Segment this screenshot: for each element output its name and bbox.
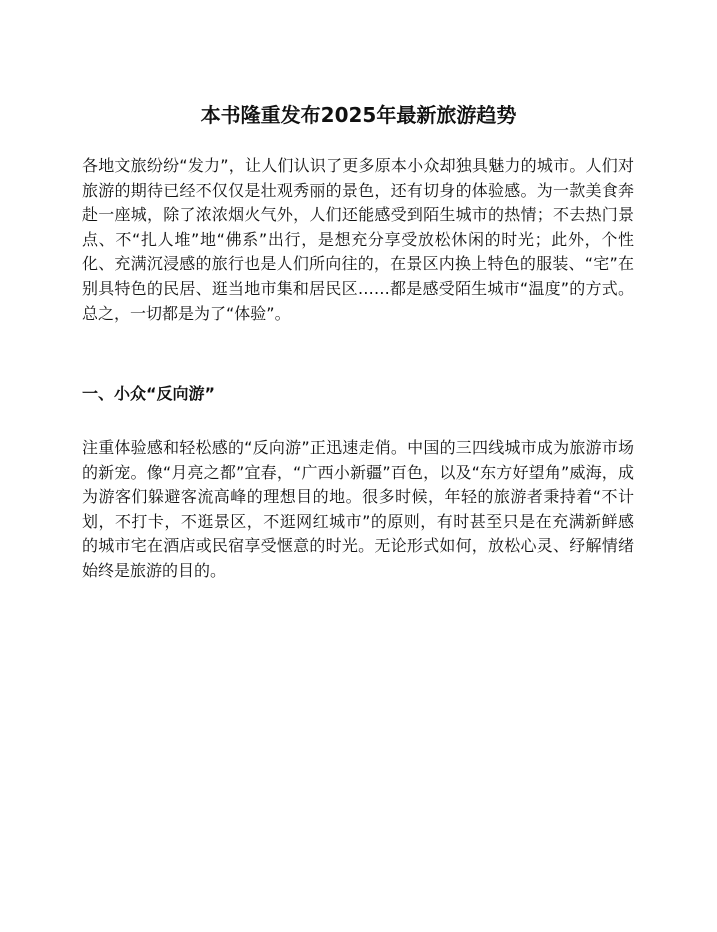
document-title: 本书隆重发布2025年最新旅游趋势	[200, 103, 517, 127]
section-heading: 一、小众“反向游”	[82, 384, 216, 403]
intro-paragraph: 各地文旅纷纷“发力”，让人们认识了更多原本小众却独具魅力的城市。人们对旅游的期待已经不仅仅是壮观秀丽的景色，还有切身的体验感。为一款美食奔赴一座城，除了浓浓烟火气外，人们还能感受到陌生城市的热情；不去热门景点、不“扎人堆”地“佛系”出行，是想充分享受放松休闲的时光；此外，个性化、充满沉浸感的旅行也是人们所向往的，在景区内换上特色的服装、“宅”在别具特色的民居、逛当地市集和居民区……都是感受陌生城市“温度”的方式。总之，一切都是为了“体验”。	[82, 156, 634, 323]
section-paragraph: 注重体验感和轻松感的“反向游”正迅速走俏。中国的三四线城市成为旅游市场的新宠。像“月亮之都”宜春，“广西小新疆”百色，以及“东方好望角”威海，成为游客们躲避客流高峰的理想目的地。很多时候，年轻的旅游者秉持着“不计划，不打卡，不逛景区，不逛网红城市”的原则，有时甚至只是在充满新鲜感的城市宅在酒店或民宿享受惬意的时光。无论形式如何，放松心灵、纾解情绪始终是旅游的目的。	[82, 438, 634, 580]
